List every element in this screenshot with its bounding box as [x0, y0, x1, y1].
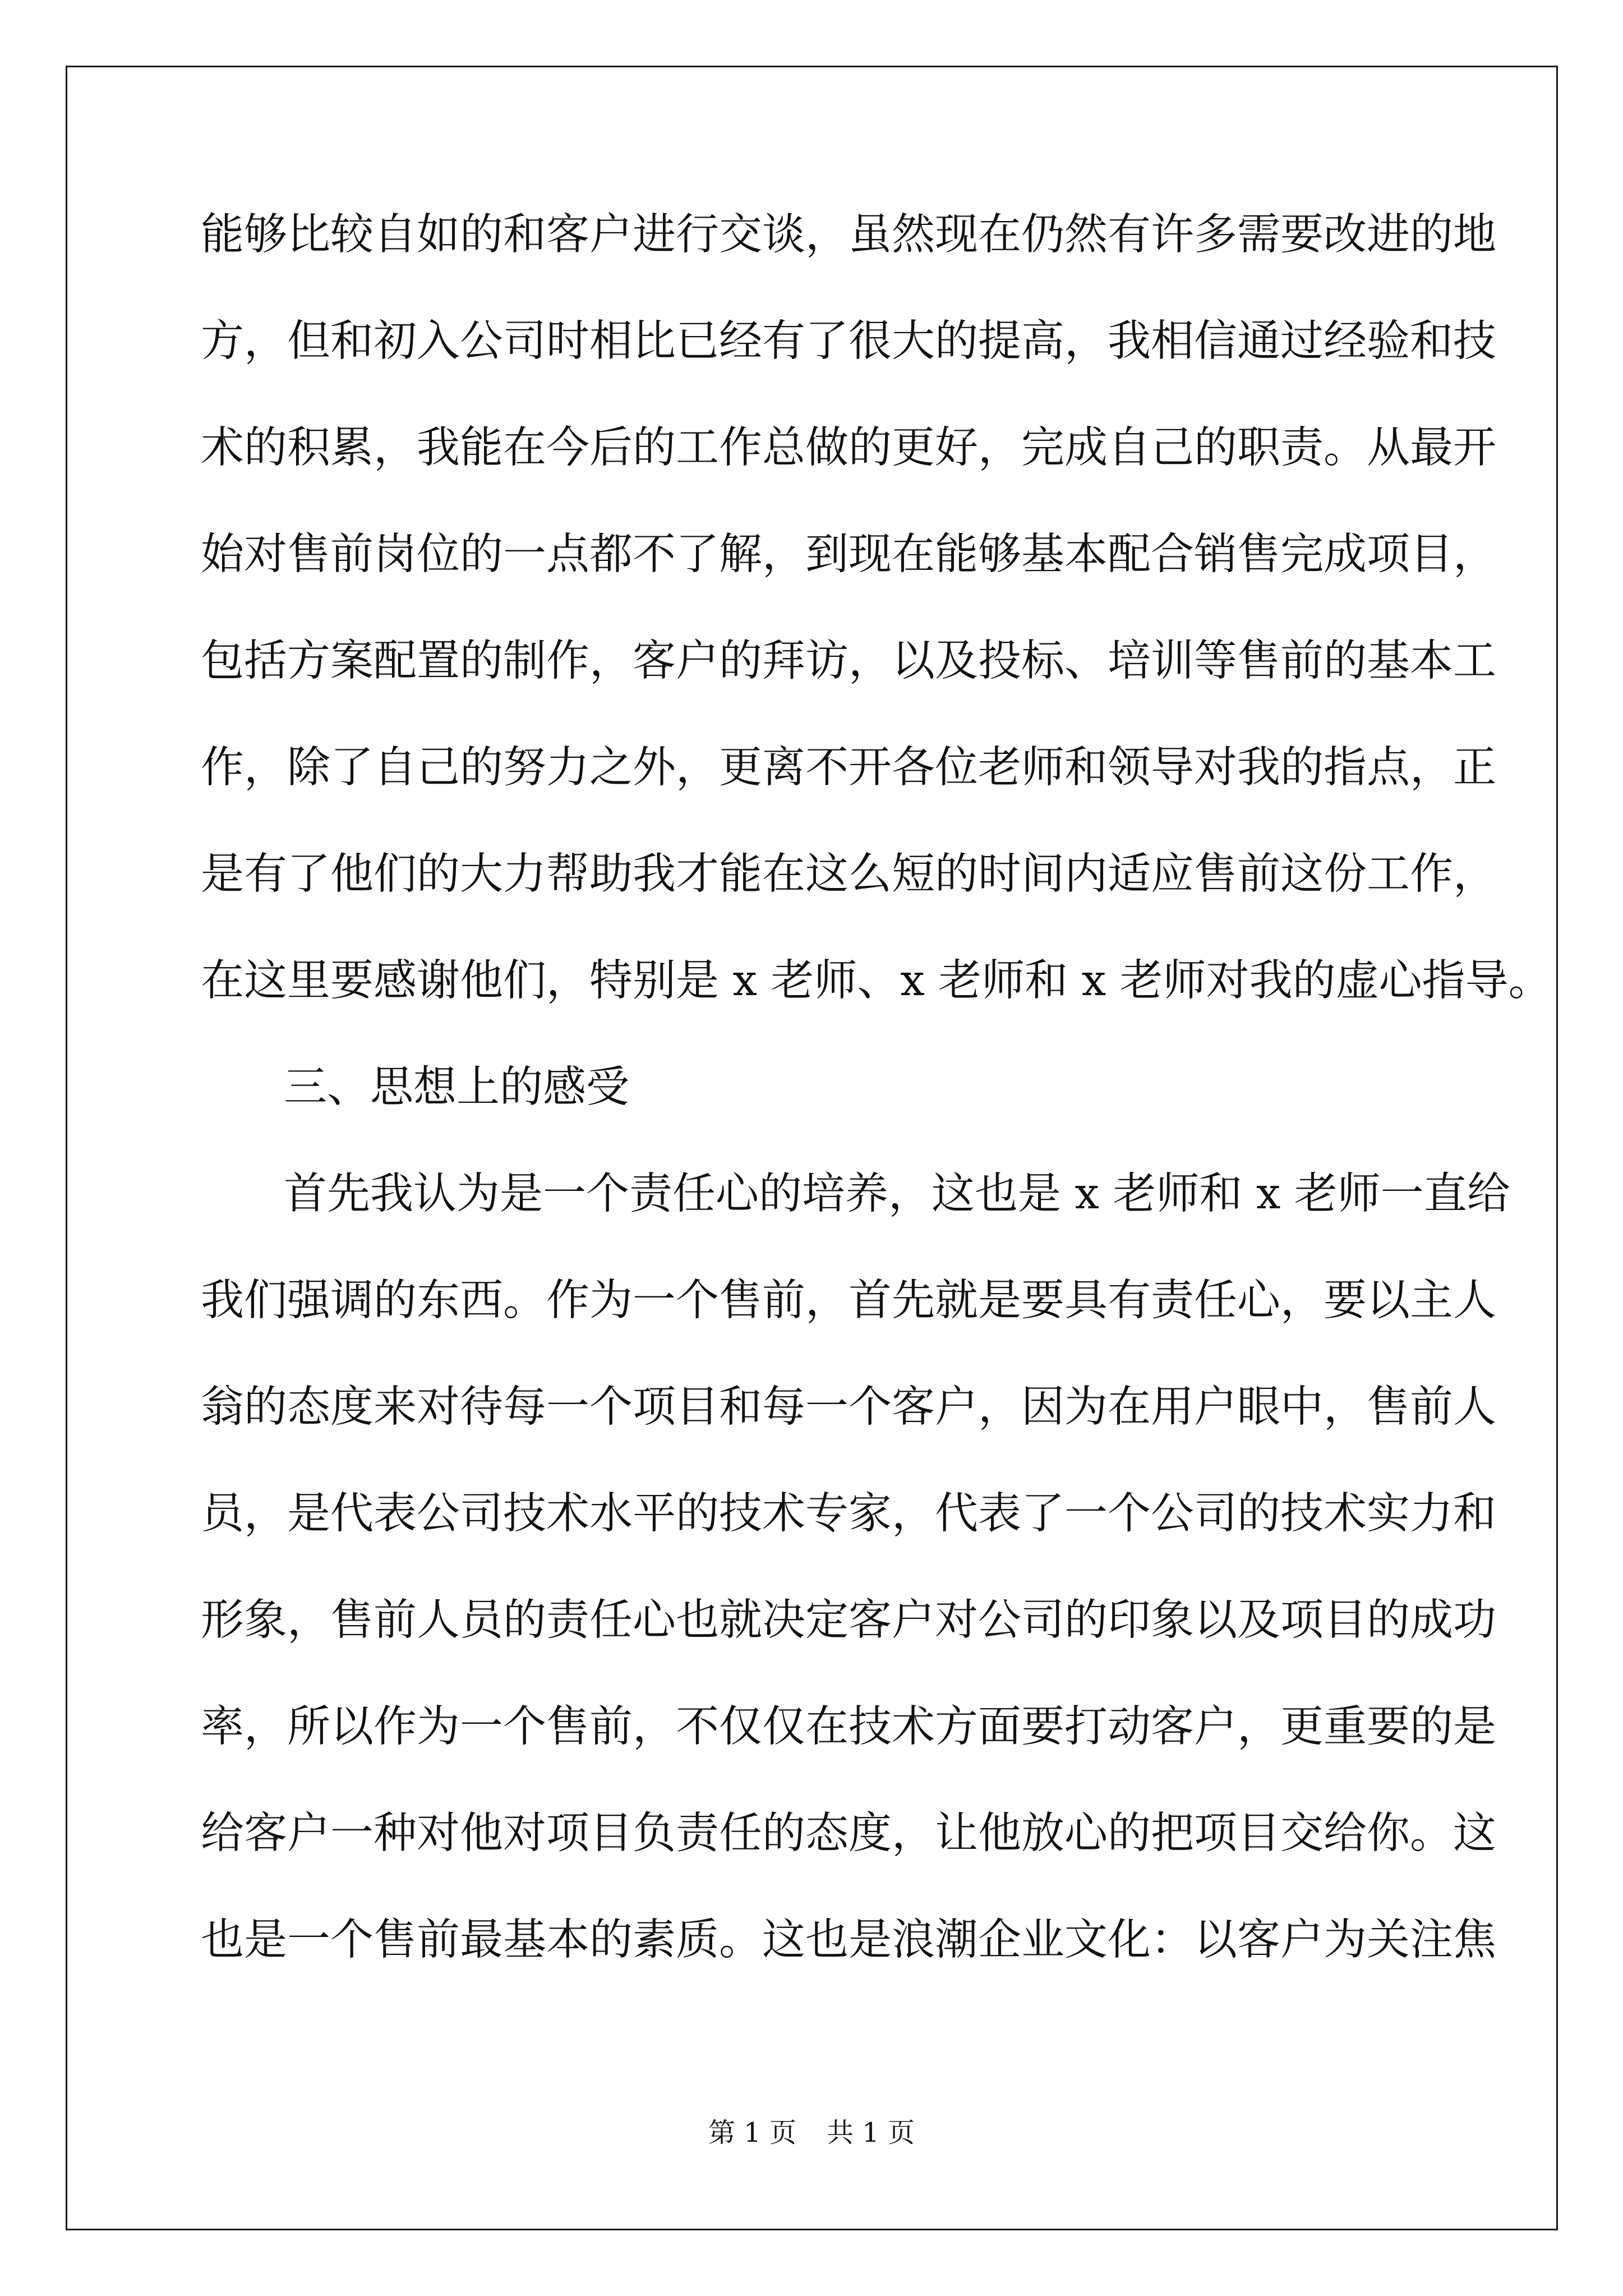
page-footer	[0, 2116, 1623, 2150]
text-line-16: 给客户一种对他对项目负责任的态度，让他放心的把项目交给你。这	[201, 1809, 1496, 1858]
page-total: 共 1 页	[827, 2117, 915, 2148]
text-line-11: 我们强调的东西。作为一个售前，首先就是要具有责任心，要以主人	[201, 1276, 1496, 1326]
text-line-8: 在这里要感谢他们，特别是 x 老师、x 老师和 x 老师对我的虚心指导。	[201, 956, 1552, 1006]
text-line-4: 始对售前岗位的一点都不了解，到现在能够基本配合销售完成项目，	[201, 530, 1496, 579]
text-line-5: 包括方案配置的制作，客户的拜访，以及投标、培训等售前的基本工	[201, 636, 1496, 686]
text-line-1: 能够比较自如的和客户进行交谈，虽然现在仍然有许多需要改进的地	[201, 210, 1496, 260]
section-heading: 三、思想上的感受	[284, 1062, 629, 1112]
text-line-17: 也是一个售前最基本的素质。这也是浪潮企业文化：以客户为关注焦	[201, 1915, 1496, 1965]
text-line-14: 形象，售前人员的责任心也就决定客户对公司的印象以及项目的成功	[201, 1595, 1496, 1645]
text-line-13: 员，是代表公司技术水平的技术专家，代表了一个公司的技术实力和	[201, 1489, 1496, 1539]
page-number: 第 1 页	[708, 2117, 796, 2148]
text-line-15: 率，所以作为一个售前，不仅仅在技术方面要打动客户，更重要的是	[201, 1702, 1496, 1752]
page-border	[66, 66, 1558, 2230]
text-line-7: 是有了他们的大力帮助我才能在这么短的时间内适应售前这份工作，	[201, 849, 1496, 899]
text-line-6: 作，除了自己的努力之外，更离不开各位老师和领导对我的指点，正	[201, 743, 1496, 793]
text-line-3: 术的积累，我能在今后的工作总做的更好，完成自己的职责。从最开	[201, 423, 1496, 473]
text-line-2: 方，但和初入公司时相比已经有了很大的提高，我相信通过经验和技	[201, 316, 1496, 366]
text-line-10: 首先我认为是一个责任心的培养，这也是 x 老师和 x 老师一直给	[284, 1169, 1510, 1219]
text-line-12: 翁的态度来对待每一个项目和每一个客户，因为在用户眼中，售前人	[201, 1382, 1496, 1432]
